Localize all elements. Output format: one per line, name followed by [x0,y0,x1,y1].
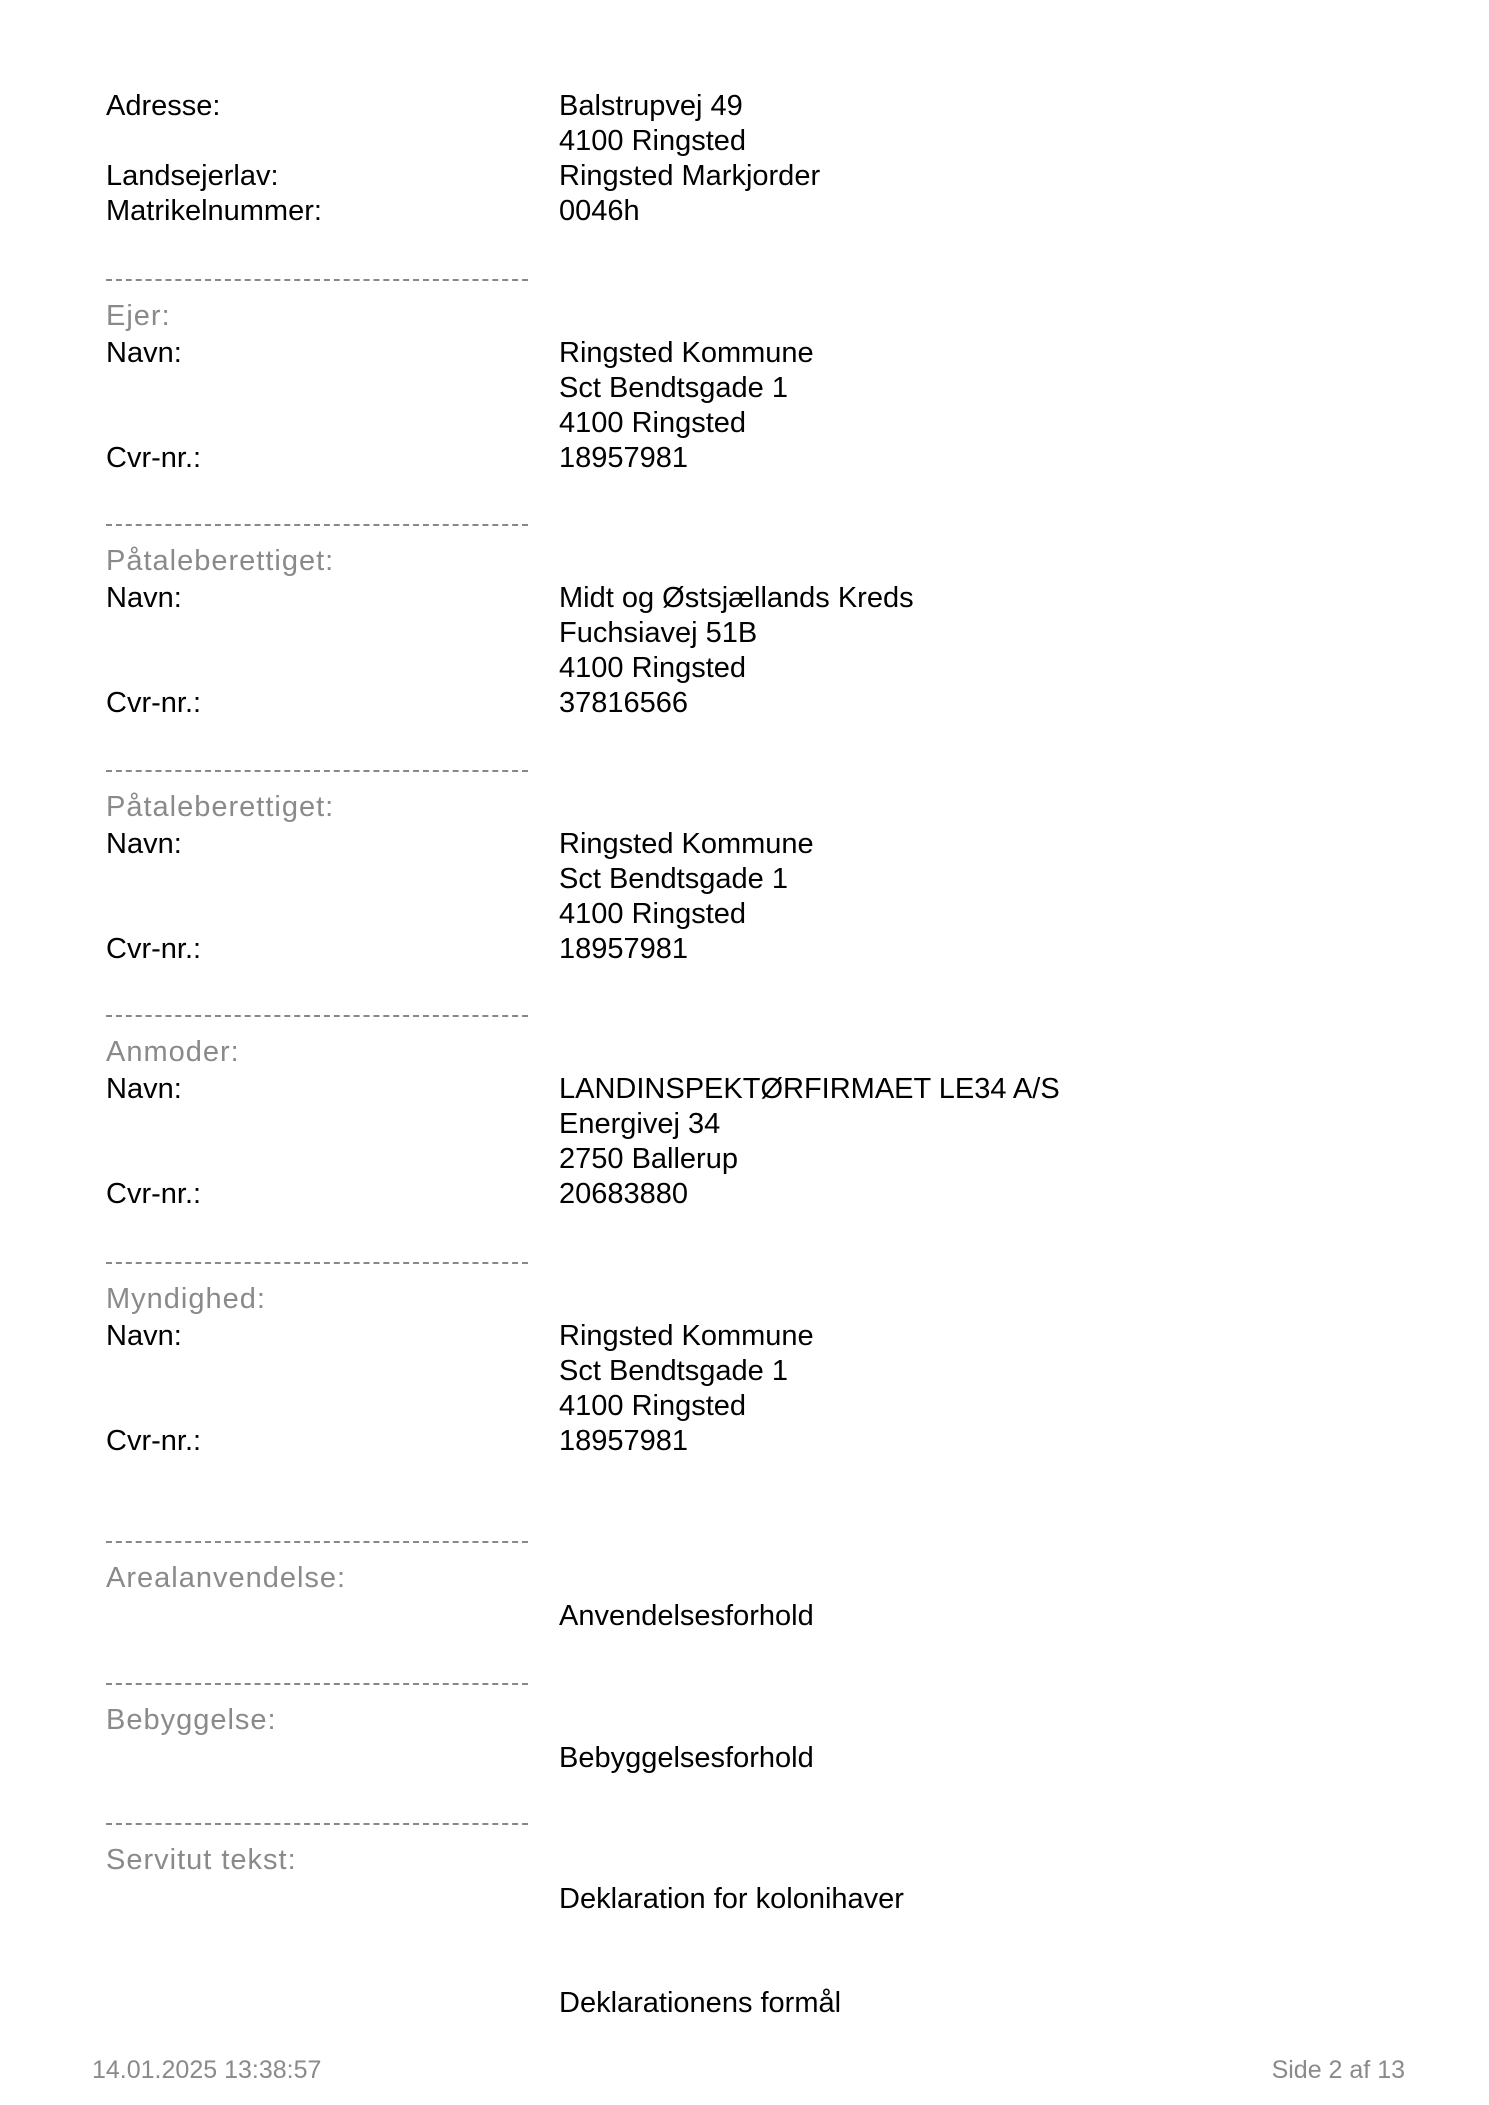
footer-page-number: Side 2 af 13 [1271,2056,1405,2084]
section-title-servitut-tekst: Servitut tekst: [106,1844,297,1876]
cvr-value: 18957981 [559,933,689,965]
section-title-anmoder: Anmoder: [106,1036,240,1068]
section-title-arealanvendelse: Arealanvendelse: [106,1562,347,1594]
section-divider [106,279,528,281]
cvr-value: 18957981 [559,1425,689,1457]
address-value [559,89,746,159]
servitut-heading: Deklaration for kolonihaver [559,1883,904,1915]
name-label: Navn: [106,582,182,614]
name-line: Sct Bendtsgade 1 [559,1355,788,1387]
cvr-value: 20683880 [559,1178,689,1210]
cvr-label: Cvr-nr.: [106,1178,202,1210]
name-label: Navn: [106,1320,182,1352]
cvr-value: 37816566 [559,687,689,719]
name-line: 4100 Ringsted [559,1390,747,1422]
section-title-paataleberettiget: Påtaleberettiget: [106,791,335,823]
matrikel-label: Matrikelnummer: [106,195,322,227]
address-line: 4100 Ringsted [559,125,747,157]
name-value [559,1072,1060,1177]
address-line: Balstrupvej 49 [559,90,743,122]
name-line: Ringsted Kommune [559,1320,814,1352]
section-divider [106,770,528,772]
cvr-label: Cvr-nr.: [106,442,202,474]
section-divider [106,1683,528,1685]
name-line: 4100 Ringsted [559,898,747,930]
name-line: Ringsted Kommune [559,828,814,860]
section-title-bebyggelse: Bebyggelse: [106,1704,277,1736]
arealanvendelse-value: Anvendelsesforhold [559,1600,814,1632]
cvr-label: Cvr-nr.: [106,687,202,719]
section-divider [106,1823,528,1825]
cvr-value: 18957981 [559,442,689,474]
name-line: Sct Bendtsgade 1 [559,863,788,895]
name-value [559,581,914,686]
section-divider [106,524,528,526]
name-line: 4100 Ringsted [559,407,747,439]
name-line: Energivej 34 [559,1108,721,1140]
section-divider [106,1262,528,1264]
cvr-label: Cvr-nr.: [106,933,202,965]
cvr-label: Cvr-nr.: [106,1425,202,1457]
name-line: Sct Bendtsgade 1 [559,372,788,404]
section-title-ejer: Ejer: [106,300,171,332]
footer-timestamp: 14.01.2025 13:38:57 [92,2056,322,2084]
section-divider [106,1015,528,1017]
name-value [559,827,814,932]
landsejerlav-label: Landsejerlav: [106,160,279,192]
name-value [559,1319,814,1424]
servitut-subheading: Deklarationens formål [559,1987,842,2019]
name-value [559,336,814,441]
name-line: Fuchsiavej 51B [559,617,758,649]
matrikel-value: 0046h [559,195,640,227]
section-title-paataleberettiget: Påtaleberettiget: [106,545,335,577]
address-label: Adresse: [106,90,221,122]
bebyggelse-value: Bebyggelsesforhold [559,1742,814,1774]
name-label: Navn: [106,337,182,369]
landsejerlav-value: Ringsted Markjorder [559,160,821,192]
name-line: 2750 Ballerup [559,1143,738,1175]
name-line: 4100 Ringsted [559,652,747,684]
section-divider [106,1541,528,1543]
name-line: Midt og Østsjællands Kreds [559,582,914,614]
name-label: Navn: [106,828,182,860]
name-label: Navn: [106,1073,182,1105]
section-title-myndighed: Myndighed: [106,1283,266,1315]
name-line: LANDINSPEKTØRFIRMAET LE34 A/S [559,1073,1060,1105]
name-line: Ringsted Kommune [559,337,814,369]
